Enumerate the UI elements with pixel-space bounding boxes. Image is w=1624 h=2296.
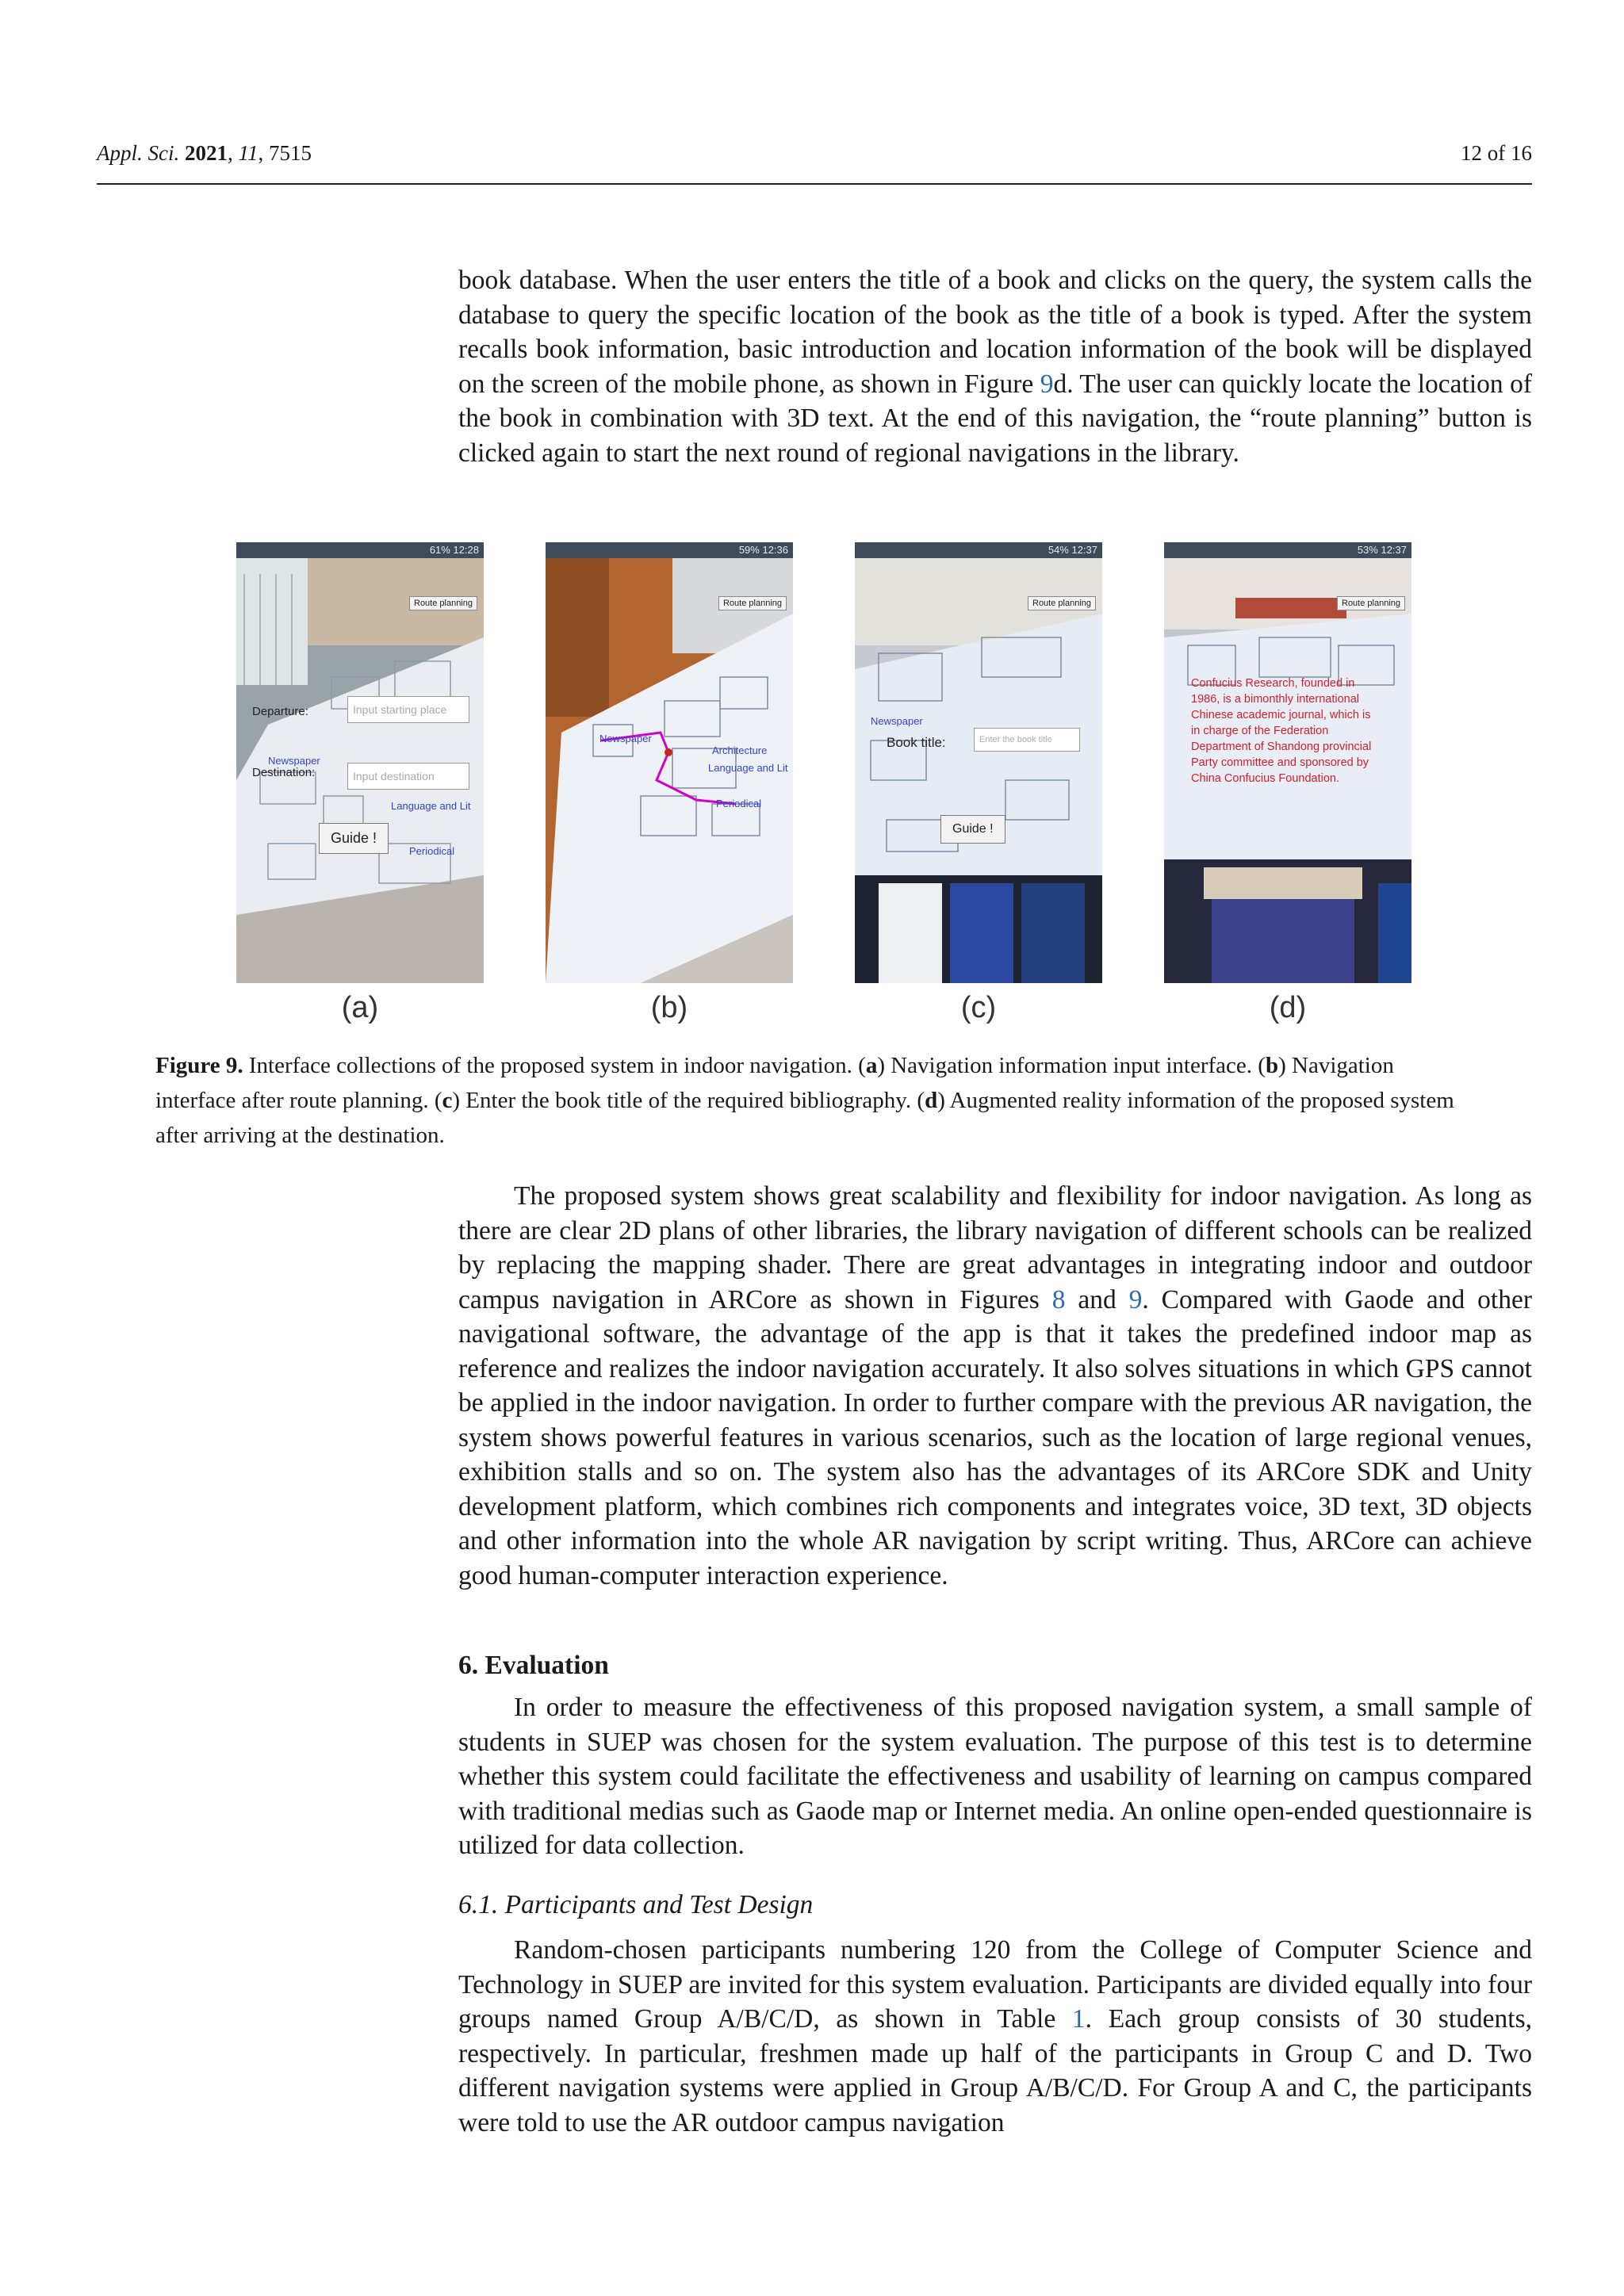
panel-a-destination-label: Destination: (252, 766, 316, 779)
panel-d-label: (d) (1269, 991, 1307, 1024)
panel-a-status-bar: 61% 12:28 (236, 542, 484, 558)
table-ref[interactable]: 1 (1071, 2004, 1086, 2034)
figure-9-caption (155, 1048, 1472, 1153)
panel-c-status-bar: 54% 12:37 (855, 542, 1102, 558)
paragraph-scalability: The proposed system shows great scalability and flexibility for indoor navigation. As long as there are clear 2D plans of other libraries, the library navigation of different schools can be realized by replacing the mapping shader. There are great advantages in integrating indoor and outdoor campus navigation in ARCore as shown in Figures 8 and 9. Compared with Gaode and other navigational software, the advantage of the app is that it takes the predefined indoor map as reference and realizes the indoor navigation accurately. It also solves situations in which GPS cannot be applied in the indoor navigation. In order to further compare with the previous AR navigation, the system shows powerful features in various scenarios, such as the location of large regional venues, exhibition stalls and so on. The system also has the advantages of its ARCore SDK and Unity development platform, which combines rich components and integrates voice, 3D text, 3D objects and other information into the whole AR navigation by script writing. Thus, ARCore can achieve good human-computer interaction experience. (458, 1181, 1532, 1590)
paragraph-book-database: book database. When the user enters the title of a book and clicks on the query, the system calls the database to query the specific location of the book as the title of a book is typed. After the system recalls book information, basic introduction and location information of the book will be displayed on the screen of the mobile phone, as shown in Figure 9d. The user can quickly locate the location of the book in combination with 3D text. At the end of this navigation, the “route planning” button is clicked again to start the next round of regional navigations in the library. (458, 266, 1532, 468)
panel-a-map-label-language: Language and Lit (391, 800, 471, 812)
panel-c-route-planning-button[interactable]: Route planning (1028, 596, 1096, 610)
panel-c-book-title-label: Book title: (887, 735, 946, 750)
header-divider (97, 183, 1532, 185)
panel-a-map-label-newspaper: Newspaper (268, 755, 320, 767)
panel-c-label: (c) (960, 991, 997, 1024)
panel-a-label: (a) (341, 991, 379, 1024)
figure-ref[interactable]: 9 (1128, 1284, 1143, 1314)
panel-b-status-bar: 59% 12:36 (546, 542, 793, 558)
panel-d-route-planning-button[interactable]: Route planning (1337, 596, 1405, 610)
panel-a-departure-label: Departure: (252, 705, 308, 718)
panel-b-label: (b) (650, 991, 688, 1024)
figure-ref[interactable]: 9 (1040, 369, 1054, 399)
panel-c-guide-button[interactable]: Guide ! (940, 815, 1005, 844)
panel-c-book-title-input[interactable]: Enter the book title (974, 728, 1080, 752)
running-header-citation: Appl. Sci. 2021, 11, 7515 (97, 141, 312, 165)
panel-b-map-label-newspaper: Newspaper (599, 733, 652, 744)
caption-label: Figure 9. (155, 1053, 243, 1078)
panel-d-ar-info-text: Confucius Research, founded in 1986, is a bimonthly international Chinese academic journal, which is in charge of the Federation Department of Shandong provincial Party committee and sponsored by China Confucius Foundation. (1191, 677, 1372, 785)
section-heading-evaluation: 6. Evaluation (458, 1651, 609, 1680)
panel-b-map-label-periodical: Periodical (716, 798, 762, 809)
panel-a-departure-input[interactable]: Input starting place (347, 696, 469, 723)
journal-volume: 11 (238, 141, 259, 165)
journal-name: Appl. Sci. (97, 141, 180, 165)
panel-a-guide-button[interactable]: Guide ! (319, 823, 389, 854)
panel-a-route-planning-button[interactable]: Route planning (409, 596, 477, 610)
panel-b-map-label-language: Language and Lit (708, 762, 788, 774)
article-number: 7515 (268, 141, 312, 165)
panel-a-map-label-periodical: Periodical (409, 845, 455, 857)
panel-c-map-label-newspaper: Newspaper (871, 715, 923, 727)
figure-9 (214, 531, 1443, 1047)
caption-text: Interface collections of the proposed system in indoor navigation. (a) Navigation information input interface. (b) Navigation interface after route planning. (c) Enter the book title of the required bibliography. (d) Augmented reality information of the proposed system after arriving at the destination. (155, 1053, 1454, 1148)
paragraph-participants: Random-chosen participants numbering 120 from the College of Computer Science and Technology in SUEP are invited for this system evaluation. Participants are divided equally into four groups named Group A/B/C/D, as shown in Table 1. Each group consists of 30 students, respectively. In particular, freshmen made up half of the participants in Group C and D. Two different navigation systems were applied in Group A/B/C/D. For Group A and C, the participants were told to use the AR outdoor campus navigation (458, 1935, 1532, 2137)
figure-panel-b (546, 542, 793, 983)
panel-d-status-bar: 53% 12:37 (1164, 542, 1411, 558)
page-number: 12 of 16 (1461, 141, 1532, 165)
journal-year: 2021 (184, 141, 228, 165)
panel-a-destination-input[interactable]: Input destination (347, 763, 469, 790)
panel-b-map-label-architecture: Architecture (712, 744, 768, 756)
panel-b-route-planning-button[interactable]: Route planning (718, 596, 787, 610)
subsection-heading-participants: 6.1. Participants and Test Design (458, 1890, 814, 1919)
figure-ref[interactable]: 8 (1051, 1284, 1066, 1314)
figure-panel-a (236, 542, 484, 983)
figure-panel-d (1164, 542, 1411, 983)
figure-panel-c (855, 542, 1102, 983)
paragraph-evaluation: In order to measure the effectiveness of this proposed navigation system, a small sample of students in SUEP was chosen for the system evaluation. The purpose of this test is to determine whether this system could facilitate the effectiveness and usability of learning on campus compared with traditional medias such as Gaode map or Internet media. An online open-ended questionnaire is utilized for data collection. (458, 1693, 1532, 1860)
